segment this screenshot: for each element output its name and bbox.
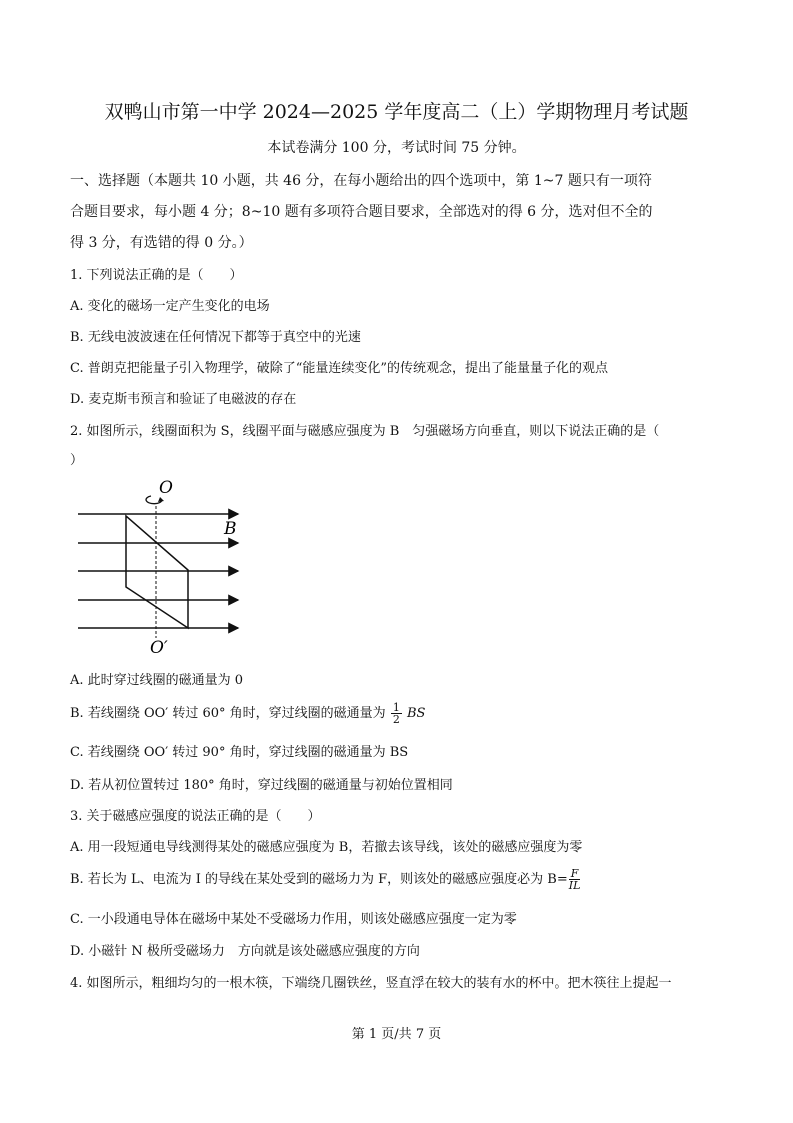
fraction-one-half: $\frac{1}{2}$ — [392, 701, 400, 726]
magnetic-field-lines — [78, 514, 238, 628]
exam-title: 双鸭山市第一中学 2024—2025 学年度高二（上）学期物理月考试题 — [104, 101, 689, 123]
q1-stem: 1. 下列说法正确的是（ ） — [70, 268, 243, 283]
section-instructions-line-1: 一、选择题（本题共 10 小题，共 46 分，在每小题给出的四个选项中，第 1~7 题只有一项符 — [70, 173, 652, 189]
q3-option-b-text: B. 若长为 L、电流为 I 的导线在某处受到的磁场力为 F，则该处的磁感应强度必为 B= — [70, 872, 568, 887]
coil-in-magnetic-field-figure — [70, 476, 250, 656]
page-number: 第 1 页/共 7 页 — [351, 1027, 442, 1042]
q1-option-d: D. 麦克斯韦预言和验证了电磁波的存在 — [70, 392, 297, 407]
q2-stem-line-1: 2. 如图所示，线圈面积为 S，线圈平面与磁感应强度为 B 匀强磁场方向垂直，则以下说法正确的是（ — [70, 424, 660, 439]
coil-outline — [126, 516, 188, 628]
q2-option-b-bs: BS — [406, 706, 426, 721]
q2-option-b-text: B. 若线圈绕 OO′ 转过 60° 角时，穿过线圈的磁通量为 — [70, 706, 386, 721]
axis-label-o-prime: O′ — [150, 638, 168, 656]
q2-option-a: A. 此时穿过线圈的磁通量为 0 — [70, 673, 244, 688]
q4-stem: 4. 如图所示，粗细均匀的一根木筷，下端绕几圈铁丝，竖直浮在较大的装有水的杯中。把木筷往上提起一 — [70, 976, 672, 991]
section-instructions-line-2: 合题目要求，每小题 4 分；8~10 题有多项符合题目要求，全部选对的得 6 分，选对但不全的 — [70, 204, 653, 220]
section-instructions-line-3: 得 3 分，有选错的得 0 分。） — [70, 235, 253, 251]
q2-option-d: D. 若从初位置转过 180° 角时，穿过线圈的磁通量与初始位置相同 — [70, 778, 453, 793]
q3-option-b — [70, 868, 581, 891]
axis-label-o: O — [159, 478, 173, 498]
q3-stem: 3. 关于磁感应强度的说法正确的是（ ） — [70, 809, 321, 824]
q1-option-b: B. 无线电波波速在任何情况下都等于真空中的光速 — [70, 330, 361, 345]
exam-subtitle: 本试卷满分 100 分，考试时间 75 分钟。 — [267, 140, 526, 156]
q3-option-d: D. 小磁针 N 极所受磁场力 方向就是该处磁感应强度的方向 — [70, 944, 420, 959]
q1-option-a: A. 变化的磁场一定产生变化的电场 — [70, 299, 270, 314]
q2-option-b — [70, 702, 425, 725]
q3-option-c: C. 一小段通电导体在磁场中某处不受磁场力作用，则该处磁感应强度一定为零 — [70, 912, 517, 927]
q3-option-a: A. 用一段短通电导线测得某处的磁感应强度为 B，若撤去该导线，该处的磁感应强度为零 — [70, 840, 583, 855]
field-label-b: B — [224, 519, 237, 539]
q2-option-c: C. 若线圈绕 OO′ 转过 90° 角时，穿过线圈的磁通量为 BS — [70, 745, 409, 760]
q2-stem-line-2: ） — [70, 453, 84, 468]
q1-option-c: C. 普朗克把能量子引入物理学，破除了“能量连续变化”的传统观念，提出了能量量子化的观点 — [70, 361, 609, 376]
fraction-f-over-il: $\frac{F}{IL}$ — [568, 867, 581, 892]
